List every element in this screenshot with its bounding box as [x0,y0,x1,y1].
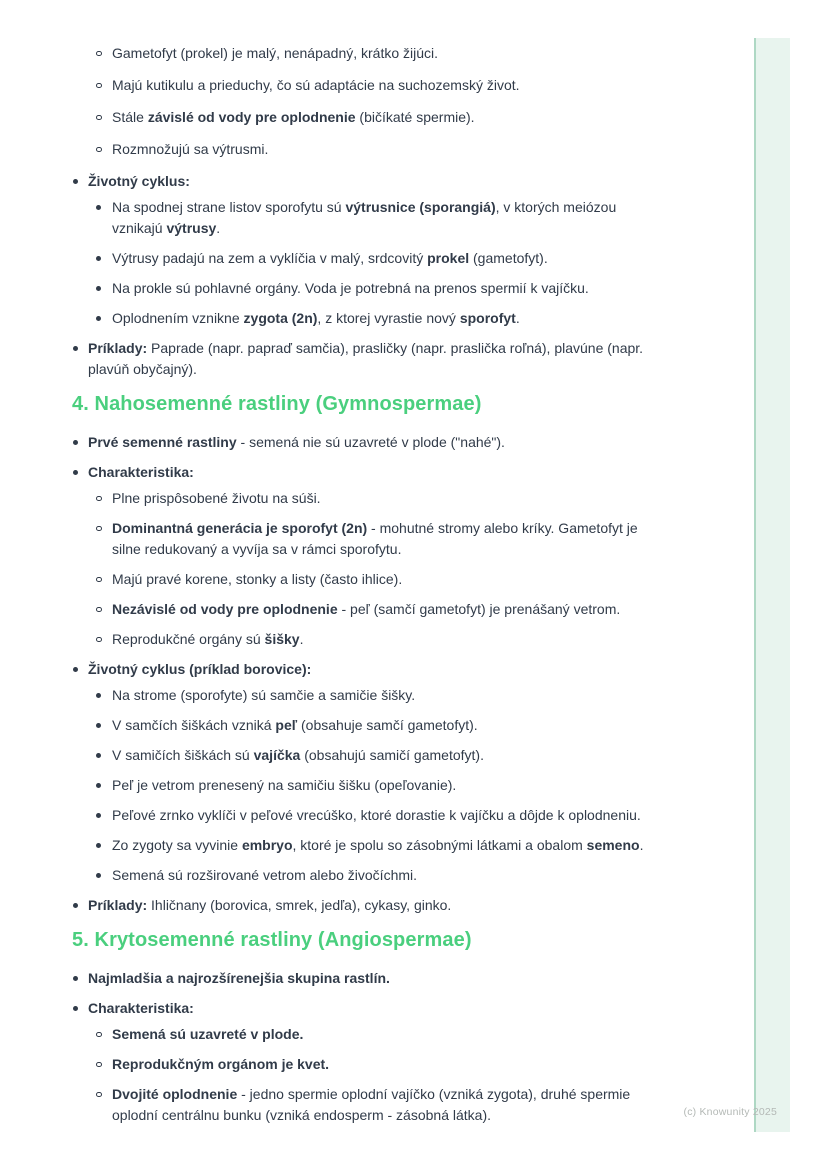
note-item: Majú kutikulu a prieduchy, čo sú adaptácie na suchozemský život. [88,75,762,96]
life-cycle-pine-label: Životný cyklus (príklad borovice): [88,661,312,677]
note-item: Výtrusy padajú na zem a vyklíčia v malý, srdcovitý prokel (gametofyt). [88,248,762,269]
note-item: Semená sú rozširované vetrom alebo živočíchmi. [88,865,762,886]
note-item: Na prokle sú pohlavné orgány. Voda je potrebná na prenos spermií k vajíčku. [88,278,762,299]
gymnospermae-characteristics-list [88,488,762,650]
note-item: V samčích šiškách vzniká peľ (obsahuje samčí gametofyt). [88,715,762,736]
note-item: Majú pravé korene, stonky a listy (často ihlice). [88,569,762,590]
fern-examples-item: Príklady: Paprade (napr. papraď samčia), prasličky (napr. praslička roľná), plavúne (napr. plavúň obyčajný). [72,338,762,380]
note-item: Reprodukčné orgány sú šišky. [88,629,762,650]
note-item: Na strome (sporofyte) sú samčie a samičie šišky. [88,685,762,706]
fern-section-list [72,171,762,380]
note-item: Dvojité oplodnenie - jedno spermie oplodní vajíčko (vzniká zygota), druhé spermie oplodní centrálnu bunku (vzniká endosperm - zásobná látka). [88,1084,762,1126]
note-item: Semená sú uzavreté v plode. [88,1024,762,1045]
section-heading-gymnospermae: 4. Nahosemenné rastliny (Gymnospermae) [72,393,482,415]
note-item: V samičích šiškách sú vajíčka (obsahujú samičí gametofyt). [88,745,762,766]
characteristics-label: Charakteristika: [88,1000,194,1016]
note-item: Plne prispôsobené životu na súši. [88,488,762,509]
angiospermae-characteristics-list [88,1024,762,1126]
note-item: Oplodnením vznikne zygota (2n), z ktorej vyrastie nový sporofyt. [88,308,762,329]
life-cycle-label: Životný cyklus: [88,173,190,189]
fern-life-cycle-list [88,197,762,329]
note-item: Najmladšia a najrozšírenejšia skupina rastlín. [72,968,762,989]
gymnospermae-section-list [72,432,762,916]
life-cycle-block [72,171,762,329]
life-cycle-block [72,659,762,886]
note-item: Rozmnožujú sa výtrusmi. [88,139,762,160]
gymnospermae-examples-item: Príklady: Ihličnany (borovica, smrek, jedľa), cykasy, ginko. [72,895,762,916]
characteristics-block [72,462,762,650]
pine-life-cycle-list [88,685,762,886]
note-item: Na spodnej strane listov sporofytu sú výtrusnice (sporangiá), v ktorých meiózou vznikajú výtrusy. [88,197,762,239]
moss-fern-characteristics-list [88,43,762,160]
note-item: Prvé semenné rastliny - semená nie sú uzavreté v plode ("nahé"). [72,432,762,453]
note-item: Peľ je vetrom prenesený na samičiu šišku (opeľovanie). [88,775,762,796]
note-item: Nezávislé od vody pre oplodnenie - peľ (samčí gametofyt) je prenášaný vetrom. [88,599,762,620]
angiospermae-section-list [72,968,762,1126]
characteristics-block [72,998,762,1126]
note-item: Zo zygoty sa vyvinie embryo, ktoré je spolu so zásobnými látkami a obalom semeno. [88,835,762,856]
note-item: Reprodukčným orgánom je kvet. [88,1054,762,1075]
notes-page-content [72,38,762,1135]
watermark: (c) Knowunity 2025 [683,1106,777,1118]
note-item: Stále závislé od vody pre oplodnenie (bičíkaté spermie). [88,107,762,128]
note-item: Gametofyt (prokel) je malý, nenápadný, krátko žijúci. [88,43,762,64]
section-heading-angiospermae: 5. Krytosemenné rastliny (Angiospermae) [72,929,472,951]
characteristics-label: Charakteristika: [88,464,194,480]
note-item: Peľové zrnko vyklíči v peľové vrecúško, ktoré dorastie k vajíčku a dôjde k oplodneniu. [88,805,762,826]
note-item: Dominantná generácia je sporofyt (2n) - mohutné stromy alebo kríky. Gametofyt je silne redukovaný a vyvíja sa v rámci sporofytu. [88,518,762,560]
